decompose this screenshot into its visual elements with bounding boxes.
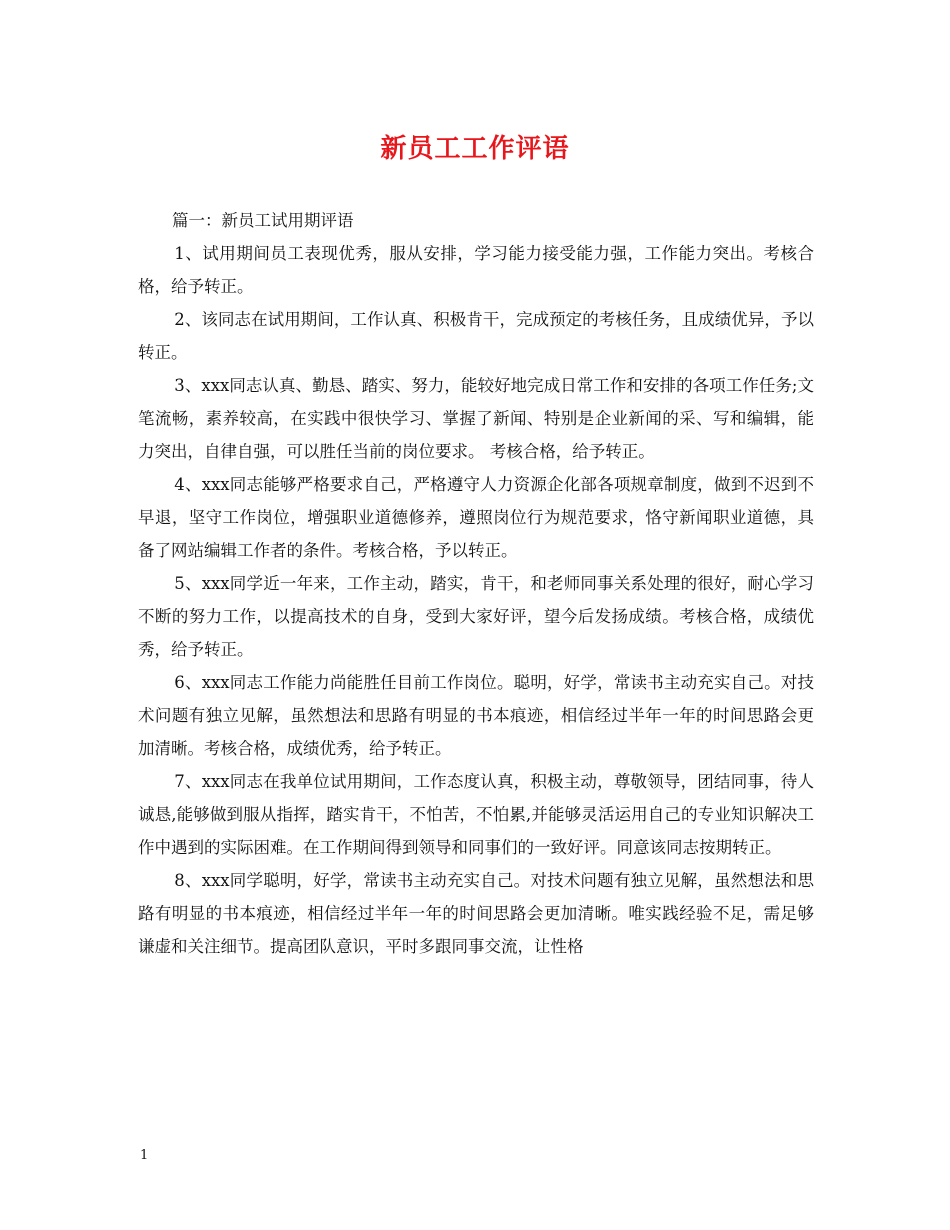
paragraph-6: 6、xxx同志工作能力尚能胜任目前工作岗位。聪明，好学，常读书主动充实自己。对技术问题有独立见解，虽然想法和思路有明显的书本痕迹，相信经过半年一年的时间思路会更加清晰。考核合格，成绩优秀，给予转正。 — [138, 673, 814, 758]
paragraph-1: 1、试用期间员工表现优秀，服从安排，学习能力接受能力强，工作能力突出。考核合格，给予转正。 — [138, 244, 814, 296]
paragraph-3: 3、xxx同志认真、勤恳、踏实、努力，能较好地完成日常工作和安排的各项工作任务;文笔流畅，素养较高，在实践中很快学习、掌握了新闻、特别是企业新闻的采、写和编辑，能力突出，自律自强，可以胜任当前的岗位要求。 考核合格，给予转正。 — [138, 376, 814, 461]
paragraph-8: 8、xxx同学聪明，好学，常读书主动充实自己。对技术问题有独立见解，虽然想法和思路有明显的书本痕迹，相信经过半年一年的时间思路会更加清晰。唯实践经验不足，需足够谦虚和关注细节。提高团队意识，平时多跟同事交流，让性格 — [138, 871, 814, 956]
section-heading: 篇一：新员工试用期评语 — [172, 211, 354, 230]
paragraph-2: 2、该同志在试用期间，工作认真、积极肯干，完成预定的考核任务，且成绩优异，予以转正。 — [138, 310, 814, 362]
paragraph-7: 7、xxx同志在我单位试用期间，工作态度认真，积极主动，尊敬领导，团结同事，待人诚恳,能够做到服从指挥，踏实肯干，不怕苦，不怕累,并能够灵活运用自己的专业知识解决工作中遇到的实际困难。在工作期间得到领导和同事们的一致好评。同意该同志按期转正。 — [138, 772, 814, 857]
document-title: 新员工工作评语 — [380, 134, 570, 164]
page-number: 1 — [140, 1148, 149, 1163]
document-body — [138, 204, 814, 963]
paragraph-4: 4、xxx同志能够严格要求自己，严格遵守人力资源企化部各项规章制度，做到不迟到不早退，坚守工作岗位，增强职业道德修养，遵照岗位行为规范要求，恪守新闻职业道德，具备了网站编辑工作者的条件。考核合格，予以转正。 — [138, 475, 814, 560]
paragraph-5: 5、xxx同学近一年来，工作主动，踏实，肯干，和老师同事关系处理的很好，耐心学习不断的努力工作，以提高技术的自身，受到大家好评，望今后发扬成绩。考核合格，成绩优秀，给予转正。 — [138, 574, 814, 659]
